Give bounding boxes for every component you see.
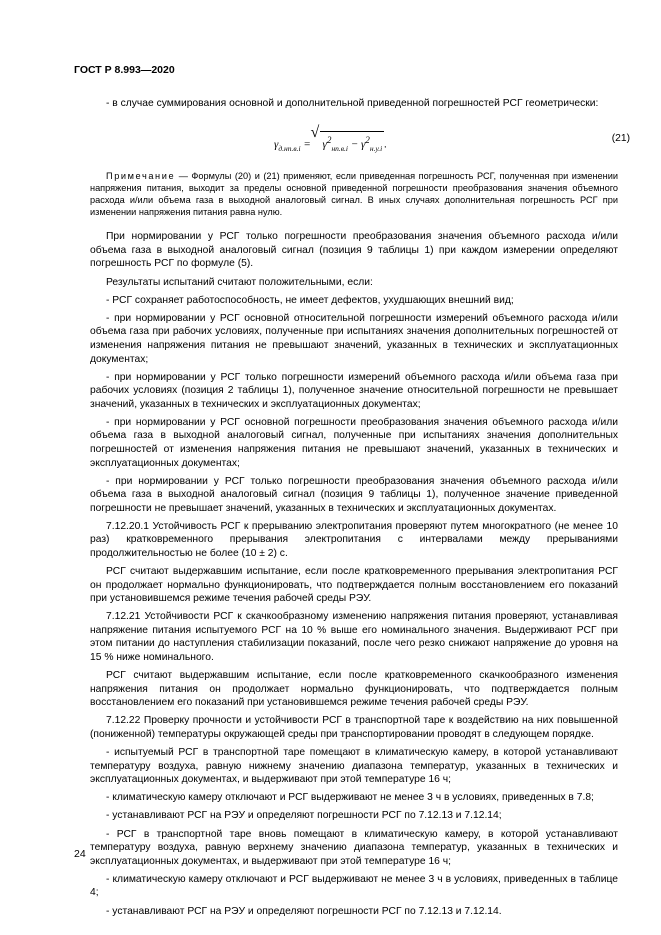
formula-expression [274, 131, 387, 155]
paragraph: РСГ считают выдержавшим испытание, если после кратковременного прерывания электропитания РСГ он продолжает нормально функционировать, что подтверждается полным восстановлением его показаний при установившемся режиме течения рабочей среды РЭУ. [90, 566, 618, 605]
formula-term-2-sup: 2 [365, 134, 370, 145]
paragraph: Результаты испытаний считают положительными, если: [106, 276, 373, 288]
note-text: — Формулы (20) и (21) применяют, если приведенная погрешность РСГ, полученная при изменении напряжения питания, выходит за пределы основной приведенной погрешности преобразования значения объемного расхода и/или объема газа в выходной аналоговый сигнал. В иных случаях дополнительная погрешность РСГ при изменении напряжения питания равна нулю. [90, 170, 618, 218]
note-label: Примечание [106, 170, 176, 181]
list-item: - при нормировании у РСГ основной относительной погрешности измерений объемного расхода и/или объема газа при рабочих условиях, полученные при испытаниях значения дополнительных погрешностей от изменения напряжения питания не превышают значений, указанных в технических и эксплуатационных документах; [90, 312, 618, 365]
formula-end: . [384, 138, 388, 151]
list-item: - испытуемый РСГ в транспортной таре помещают в климатическую камеру, в которой устанавливают температуру воздуха, равную нижнему значению диапазона температур, указанных в технических и эксплуатационных документах, и выдерживают при этой температуре 16 ч; [90, 747, 618, 786]
document-body [90, 97, 630, 923]
formula-term-1: γ [322, 138, 327, 151]
list-item: - при нормировании у РСГ только погрешности преобразования значения объемного расхода и/или объема газа в выходной аналоговый сигнал (позиция 9 таблицы 1), полученное значение приведенной погрешности не превышает значений, указанных в технических и эксплуатационных документах. [90, 475, 618, 514]
formula-equals: = [300, 138, 314, 151]
formula-number: (21) [611, 132, 630, 144]
page-number: 24 [74, 848, 86, 860]
list-item: - РСГ в транспортной таре вновь помещают в климатическую камеру, в которой устанавливают температуру воздуха, равную верхнему значению диапазона температур, указанных в технических и эксплуатационных документах, и выдерживают при этой температуре 16 ч; [90, 828, 618, 867]
square-root [320, 131, 388, 155]
paragraph: РСГ считают выдержавшим испытание, если после кратковременного скачкообразного изменения напряжения питания он продолжает нормально функционировать, что подтверждается полным восстановлением его показаний при установившемся режиме течения рабочей среды РЭУ. [90, 670, 618, 709]
clause-7-12-22: 7.12.22 Проверку прочности и устойчивости РСГ в транспортной таре к воздействию на них повышенной (пониженной) температуры окружающей среды при транспортировании проводят в следующем порядке. [90, 715, 618, 740]
list-item: - устанавливают РСГ на РЭУ и определяют погрешности РСГ по 7.12.13 и 7.12.14. [106, 905, 502, 917]
formula-term-1-sup: 2 [326, 134, 332, 145]
list-item: - при нормировании у РСГ только погрешности измерений объемного расхода и/или объема газа при рабочих условиях (позиция 2 таблицы 1), полученное значение относительной погрешности не превышает значений, указанных в технических и эксплуатационных документах; [90, 371, 618, 410]
note-paragraph [90, 170, 618, 219]
formula-term-2-sub: н.у.i [369, 143, 383, 153]
paragraph: При нормировании у РСГ только погрешности преобразования значения объемного расхода и/или объема газа в выходной аналоговый сигнал (позиция 9 таблицы 1) при каждом измерении определяют погрешность РСГ по формуле (5). [90, 231, 618, 270]
formula-minus: − [348, 138, 361, 151]
list-item: - климатическую камеру отключают и РСГ выдерживают не менее 3 ч в условиях, приведенных в 7.8; [106, 792, 594, 804]
formula-term-1-sub: нп.в.i [331, 143, 348, 153]
list-item: - устанавливают РСГ на РЭУ и определяют погрешности РСГ по 7.12.13 и 7.12.14; [106, 810, 502, 822]
clause-7-12-20-1: 7.12.20.1 Устойчивость РСГ к прерыванию электропитания проверяют путем многократного (не менее 10 раз) кратковременного прерывания электропитания с интервалами между прерываниями продолжительностью не более (10 ± 2) с. [90, 520, 618, 559]
list-item: - РСГ сохраняет работоспособность, не имеет дефектов, ухудшающих внешний вид; [106, 294, 514, 306]
list-item: - при нормировании у РСГ основной погрешности преобразования значения объемного расхода и/или объема газа в выходной аналоговый сигнал, полученные при испытаниях значения дополнительных погрешностей от изменения напряжения питания не превышают значений, указанных в технических и эксплуатационных документах; [90, 416, 618, 469]
formula-lhs-sub: д.нп.в.i [278, 143, 301, 153]
list-item: - климатическую камеру отключают и РСГ выдерживают не менее 3 ч в условиях, приведенных в таблице 4; [90, 873, 618, 899]
intro-paragraph: - в случае суммирования основной и дополнительной приведенной погрешностей РСГ геометрически: [106, 98, 599, 109]
clause-7-12-21: 7.12.21 Устойчивости РСГ к скачкообразному изменению напряжения питания проверяют, устанавливая напряжение питания испытуемого РСГ на 10 % выше его номинального значения. Выдерживают РСГ при этом питании до наступления стабилизации показаний, после чего резко снижают напряжение до уровня на 15 % ниже номинального. [90, 611, 618, 664]
document-header: ГОСТ Р 8.993—2020 [74, 64, 175, 76]
formula-21 [90, 122, 630, 158]
formula-term-2: γ [360, 138, 366, 151]
formula-lhs: γ [274, 138, 279, 151]
